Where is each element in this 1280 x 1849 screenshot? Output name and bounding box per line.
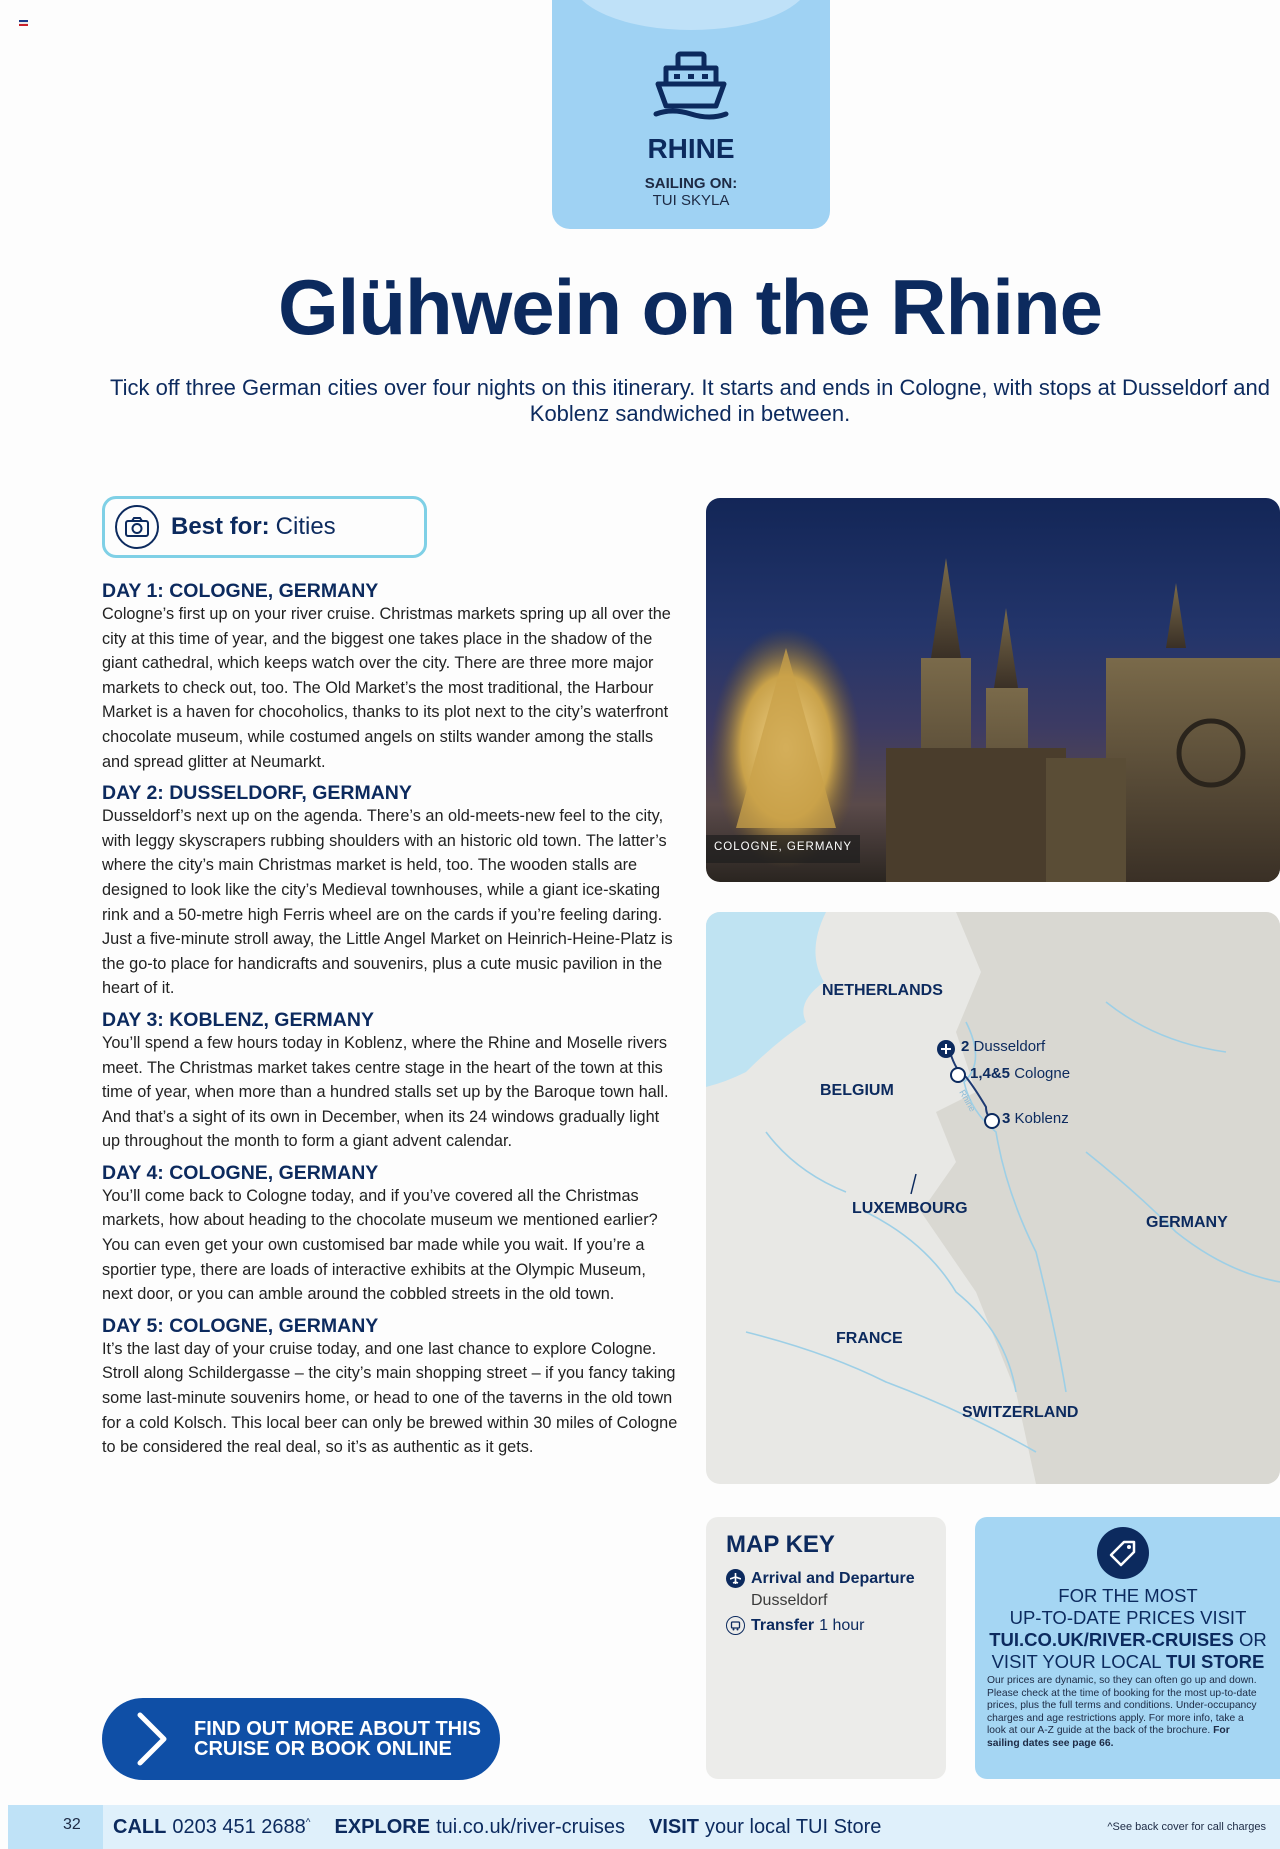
day-heading: DAY 3: KOBLENZ, GERMANY <box>102 1008 374 1031</box>
day-text: You’ll spend a few hours today in Koblenz, where the Rhine and Moselle rivers meet. The Christmas market takes centre stage in the heart of the town at this time of year, when more than a hundred stalls set up by the Baroque town hall. And that’s a sight of its own in December, when its 24 windows gradually light up throughout the month to form a giant advent calendar. <box>102 1033 669 1151</box>
camera-icon <box>115 505 159 549</box>
ship-name: TUI SKYLA <box>652 192 730 209</box>
photo-caption: COLOGNE, GERMANY <box>706 835 860 863</box>
best-for-badge <box>102 496 427 558</box>
stop-cologne: 1,4&5 Cologne <box>970 1065 1071 1082</box>
ship-icon <box>652 50 730 120</box>
footer-bar <box>8 1805 1280 1849</box>
map-key-title: MAP KEY <box>726 1531 835 1558</box>
day-heading: DAY 1: COLOGNE, GERMANY <box>102 580 379 602</box>
prices-box <box>975 1517 1280 1779</box>
country-label: LUXEMBOURG <box>852 1200 968 1217</box>
map-key <box>706 1517 946 1779</box>
transfer-icon <box>726 1616 745 1635</box>
flag-icon <box>19 20 28 27</box>
page-title: Glühwein on the Rhine <box>278 263 1102 351</box>
river-tab <box>552 0 830 229</box>
day-heading: DAY 4: COLOGNE, GERMANY <box>102 1161 379 1184</box>
country-label: SWITZERLAND <box>962 1404 1079 1421</box>
prices-message: FOR THE MOST UP-TO-DATE PRICES VISIT TUI.CO.UK/RIVER-CRUISES OR VISIT YOUR LOCAL TUI STORE <box>989 1585 1267 1672</box>
river-name: RHINE <box>647 133 735 164</box>
map-key-arrival: Arrival and Departure <box>726 1569 926 1588</box>
prices-url[interactable]: TUI.CO.UK/RIVER-CRUISES <box>989 1629 1234 1650</box>
cologne-photo <box>706 498 1280 882</box>
footer-explore[interactable]: EXPLORE tui.co.uk/river-cruises <box>334 1815 626 1838</box>
country-label: FRANCE <box>836 1330 903 1347</box>
country-label: GERMANY <box>1146 1214 1228 1231</box>
page-number: 32 <box>63 1816 81 1833</box>
day-heading: DAY 5: COLOGNE, GERMANY <box>102 1314 379 1337</box>
country-label: BELGIUM <box>820 1082 894 1099</box>
intro-text: Tick off three German cities over four nights on this itinerary. It starts and ends in Cologne, with stops at Dusseldorf and Koblenz sandwiched in between. <box>109 375 1271 426</box>
day-text: You’ll come back to Cologne today, and if you’ve covered all the Christmas markets, how about heading to the chocolate museum we mentioned earlier? You can even get your own customised bar made while you wait. If you’re a sportier type, there are loads of interactive exhibits at the Olympic Museum, next door, or you can amble around the cobbled streets in the old town. <box>102 1186 658 1304</box>
map-key-arrival-place: Dusseldorf <box>751 1592 828 1609</box>
best-for-value: Cities <box>275 513 336 540</box>
river-label: Rhine <box>957 1088 978 1114</box>
day-text: It’s the last day of your cruise today, and one last chance to explore Cologne. Stroll along Schildergasse – the city’s main shopping street – if you fancy taking some last-minute souvenirs home, or head to one of the taverns in the old town for a cold Kolsch. This local beer can only be brewed within 30 miles of Cologne to be considered the real deal, so it’s as authentic as it gets. <box>102 1339 678 1457</box>
route-map <box>706 912 1280 1484</box>
itinerary <box>102 580 680 1468</box>
map-key-transfer: Transfer 1 hour <box>726 1616 926 1635</box>
day-text: Dusseldorf’s next up on the agenda. There’s an old-meets-new feel to the city, with leggy skyscrapers rubbing shoulders with an historic old town. The latter’s where the city’s main Christmas market is held, too. The wooden stalls are designed to look like the city’s Medieval townhouses, while a giant ice-skating rink and a 50-metre high Ferris wheel are on the cards if you’re feeling daring. Just a five-minute stroll away, the Little Angel Market on Heinrich-Heine-Platz is the go-to place for handicrafts and souvenirs, plus a cute music pavilion in the heart of it. <box>102 807 673 998</box>
sailing-on-label: SAILING ON: <box>644 175 738 192</box>
book-online-button[interactable] <box>102 1698 500 1780</box>
stop-dusseldorf: 2 Dusseldorf <box>961 1038 1046 1055</box>
plane-icon <box>726 1569 745 1588</box>
footer-note: ^See back cover for call charges <box>1107 1821 1266 1833</box>
prices-disclaimer: Our prices are dynamic, so they can often go up and down. Please check at the time of booking for the most up-to-date prices, plus the full terms and conditions. Under-occupancy charges and age restrictions apply. For more info, take a look at our A-Z guide at the back of the brochure. For sailing dates see page 66. <box>987 1675 1257 1749</box>
day-text: Cologne’s first up on your river cruise. Christmas markets spring up all over the city at this time of year, and the biggest one takes place in the shadow of the giant cathedral, which keeps watch over the city. There are three more major markets to check out, too. The Old Market’s the most traditional, the Harbour Market is a haven for chocoholics, thanks to its plot next to the city’s waterfront chocolate museum, while costumed angels on stilts wander among the stalls and spread glitter at Neumarkt. <box>102 605 671 771</box>
footer-call[interactable]: CALL 0203 451 2688^ <box>113 1815 311 1838</box>
best-for-label: Best for: <box>171 513 270 540</box>
day-heading: DAY 2: DUSSELDORF, GERMANY <box>102 782 412 805</box>
price-tag-icon <box>1097 1527 1149 1579</box>
cta-label: FIND OUT MORE ABOUT THIS CRUISE OR BOOK ONLINE <box>194 1718 482 1760</box>
stop-koblenz: 3 Koblenz <box>1002 1110 1069 1127</box>
footer-visit: VISIT your local TUI Store <box>649 1815 882 1838</box>
chevron-right-icon <box>132 1711 172 1767</box>
country-label: NETHERLANDS <box>822 982 943 999</box>
